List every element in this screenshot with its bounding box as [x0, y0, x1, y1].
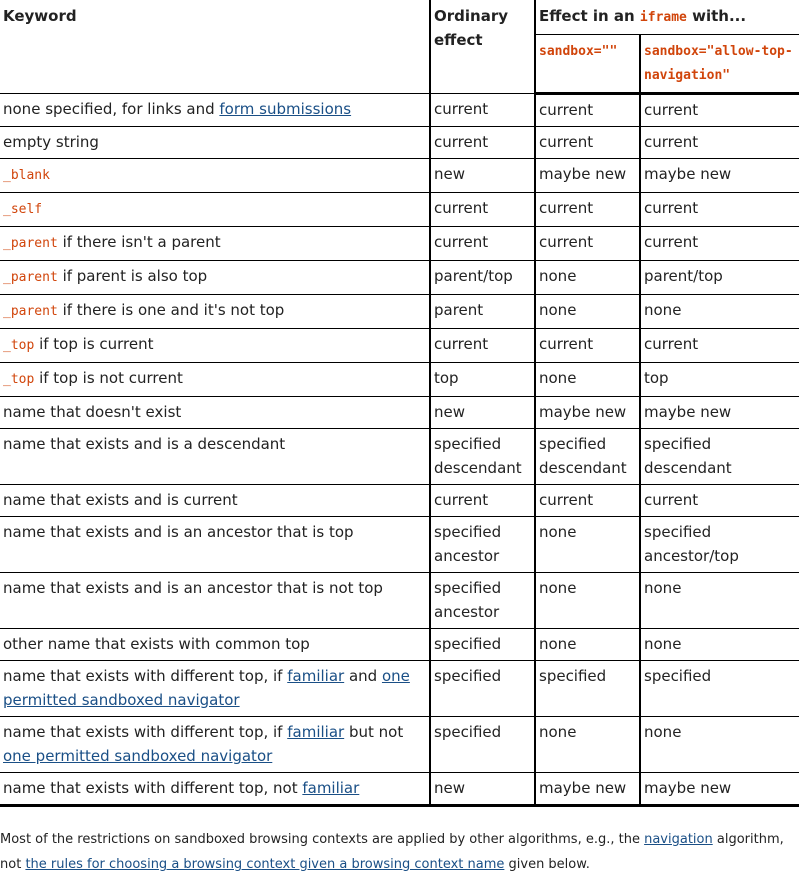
sandbox-allow-top-cell: current	[640, 193, 799, 227]
sandbox-empty-cell: none	[535, 261, 640, 295]
keyword-link[interactable]: one permitted sandboxed navigator	[3, 747, 273, 765]
header-iframe-effect	[535, 0, 799, 35]
keyword-text: but not	[344, 723, 404, 741]
note-text-2: algorithm, not	[0, 832, 784, 872]
ordinary-effect-cell: new	[430, 773, 535, 806]
ordinary-effect-cell: specified ancestor	[430, 517, 535, 573]
header-effect-suffix: with...	[686, 7, 747, 25]
keyword-code: _top	[3, 338, 35, 353]
keyword-code: _blank	[3, 168, 50, 183]
keyword-text: name that exists with different top, not	[3, 779, 303, 797]
header-keyword: Keyword	[0, 0, 430, 94]
keyword-text: if there isn't a parent	[57, 233, 221, 251]
header-sandbox-allow-top: sandbox="allow-top-navigation"	[640, 35, 799, 94]
keyword-code: _parent	[3, 236, 58, 251]
sandbox-empty-cell: specified descendant	[535, 429, 640, 485]
sandbox-empty-cell: none	[535, 573, 640, 629]
sandbox-allow-top-cell: none	[640, 629, 799, 661]
table-row	[0, 773, 799, 806]
keyword-cell	[0, 94, 430, 127]
sandbox-empty-cell: current	[535, 127, 640, 159]
sandbox-empty-cell: none	[535, 629, 640, 661]
keyword-text: none specified, for links and	[3, 100, 220, 118]
header-effect-code: iframe	[639, 10, 687, 25]
sandbox-empty-cell: none	[535, 717, 640, 773]
keyword-cell	[0, 717, 430, 773]
keyword-text: name that exists with different top, if	[3, 667, 288, 685]
table-row	[0, 295, 799, 329]
keyword-text: if top is current	[34, 335, 154, 353]
ordinary-effect-cell: parent/top	[430, 261, 535, 295]
sandbox-allow-top-cell: maybe new	[640, 397, 799, 429]
table-row	[0, 661, 799, 717]
note-text-3: given below.	[504, 857, 590, 872]
navigation-link[interactable]: navigation	[644, 832, 713, 847]
header-sandbox-empty: sandbox=""	[535, 35, 640, 94]
keyword-text: and	[344, 667, 382, 685]
keyword-code: _self	[3, 202, 43, 217]
sandbox-empty-cell: maybe new	[535, 773, 640, 806]
keyword-text: if there is one and it's not top	[57, 301, 285, 319]
sandbox-allow-top-cell: top	[640, 363, 799, 397]
keyword-link[interactable]: form submissions	[219, 100, 352, 118]
sandbox-allow-top-cell: none	[640, 717, 799, 773]
sandbox-empty-cell: current	[535, 193, 640, 227]
ordinary-effect-cell: specified	[430, 717, 535, 773]
keyword-text: name that exists and is an ancestor that is top	[3, 523, 354, 541]
keyword-text: name that exists and is an ancestor that is not top	[3, 579, 383, 597]
keyword-cell	[0, 363, 430, 397]
keyword-link[interactable]: one permitted sandboxed navigator	[3, 667, 410, 709]
ordinary-effect-cell: specified	[430, 661, 535, 717]
keyword-text: empty string	[3, 133, 99, 151]
sandbox-allow-top-cell: specified ancestor/top	[640, 517, 799, 573]
sandbox-allow-top-cell: specified descendant	[640, 429, 799, 485]
keyword-text: name that exists and is current	[3, 491, 238, 509]
keyword-cell	[0, 429, 430, 485]
table-row	[0, 717, 799, 773]
ordinary-effect-cell: current	[430, 127, 535, 159]
ordinary-effect-cell: current	[430, 193, 535, 227]
table-row	[0, 261, 799, 295]
table-row	[0, 159, 799, 193]
sandbox-allow-top-cell: current	[640, 94, 799, 127]
ordinary-effect-cell: parent	[430, 295, 535, 329]
keyword-cell	[0, 397, 430, 429]
sandbox-empty-cell: none	[535, 295, 640, 329]
table-row	[0, 429, 799, 485]
ordinary-effect-cell: specified descendant	[430, 429, 535, 485]
sandbox-empty-cell: specified	[535, 661, 640, 717]
sandbox-empty-cell: current	[535, 329, 640, 363]
keyword-code: _parent	[3, 270, 58, 285]
keyword-text: name that exists and is a descendant	[3, 435, 286, 453]
keyword-cell	[0, 193, 430, 227]
sandbox-empty-cell: current	[535, 94, 640, 127]
keyword-cell	[0, 629, 430, 661]
keyword-text: if top is not current	[34, 369, 183, 387]
keyword-link[interactable]: familiar	[302, 779, 360, 797]
sandbox-empty-cell: current	[535, 227, 640, 261]
sandbox-allow-top-cell: parent/top	[640, 261, 799, 295]
table-row	[0, 485, 799, 517]
table-row	[0, 363, 799, 397]
keyword-cell	[0, 773, 430, 806]
sandbox-empty-cell: maybe new	[535, 397, 640, 429]
table-row	[0, 329, 799, 363]
ordinary-effect-cell: top	[430, 363, 535, 397]
keyword-cell	[0, 295, 430, 329]
ordinary-effect-cell: new	[430, 397, 535, 429]
keyword-cell	[0, 261, 430, 295]
sandbox-allow-top-cell: current	[640, 329, 799, 363]
ordinary-effect-cell: current	[430, 329, 535, 363]
table-row	[0, 629, 799, 661]
footnote	[0, 827, 799, 877]
keyword-link[interactable]: familiar	[287, 723, 345, 741]
keyword-cell	[0, 485, 430, 517]
sandbox-allow-top-cell: current	[640, 485, 799, 517]
keyword-link[interactable]: familiar	[287, 667, 345, 685]
keyword-text: other name that exists with common top	[3, 635, 310, 653]
rules-for-choosing-link[interactable]: the rules for choosing a browsing context given a browsing context name	[25, 857, 505, 872]
table-row	[0, 573, 799, 629]
keyword-code: _parent	[3, 304, 58, 319]
keyword-cell	[0, 517, 430, 573]
sandbox-allow-top-cell: maybe new	[640, 773, 799, 806]
sandbox-allow-top-cell: current	[640, 127, 799, 159]
keyword-text: name that exists with different top, if	[3, 723, 288, 741]
table-row	[0, 517, 799, 573]
keyword-cell	[0, 329, 430, 363]
sandbox-allow-top-cell: specified	[640, 661, 799, 717]
keyword-cell	[0, 227, 430, 261]
sandbox-empty-cell: none	[535, 363, 640, 397]
note-text-1: Most of the restrictions on sandboxed browsing contexts are applied by other algorithms, e.g., the	[0, 832, 645, 847]
keyword-cell	[0, 661, 430, 717]
table-row	[0, 127, 799, 159]
header-ordinary-effect: Ordinary effect	[430, 0, 535, 94]
ordinary-effect-cell: specified ancestor	[430, 573, 535, 629]
sandbox-allow-top-cell: maybe new	[640, 159, 799, 193]
ordinary-effect-cell: current	[430, 485, 535, 517]
ordinary-effect-cell: current	[430, 227, 535, 261]
keyword-cell	[0, 127, 430, 159]
table-row	[0, 397, 799, 429]
keyword-cell	[0, 573, 430, 629]
sandbox-allow-top-cell: current	[640, 227, 799, 261]
table-row	[0, 193, 799, 227]
keyword-code: _top	[3, 372, 35, 387]
ordinary-effect-cell: new	[430, 159, 535, 193]
sandbox-empty-cell: current	[535, 485, 640, 517]
header-effect-prefix: Effect in an	[539, 7, 640, 25]
ordinary-effect-cell: current	[430, 94, 535, 127]
table-body	[0, 94, 799, 806]
keyword-cell	[0, 159, 430, 193]
keyword-text: name that doesn't exist	[3, 403, 182, 421]
sandbox-allow-top-cell: none	[640, 573, 799, 629]
table-row	[0, 94, 799, 127]
keyword-text: if parent is also top	[57, 267, 208, 285]
sandbox-empty-cell: maybe new	[535, 159, 640, 193]
table-row	[0, 227, 799, 261]
ordinary-effect-cell: specified	[430, 629, 535, 661]
sandbox-empty-cell: none	[535, 517, 640, 573]
sandbox-allow-top-cell: none	[640, 295, 799, 329]
